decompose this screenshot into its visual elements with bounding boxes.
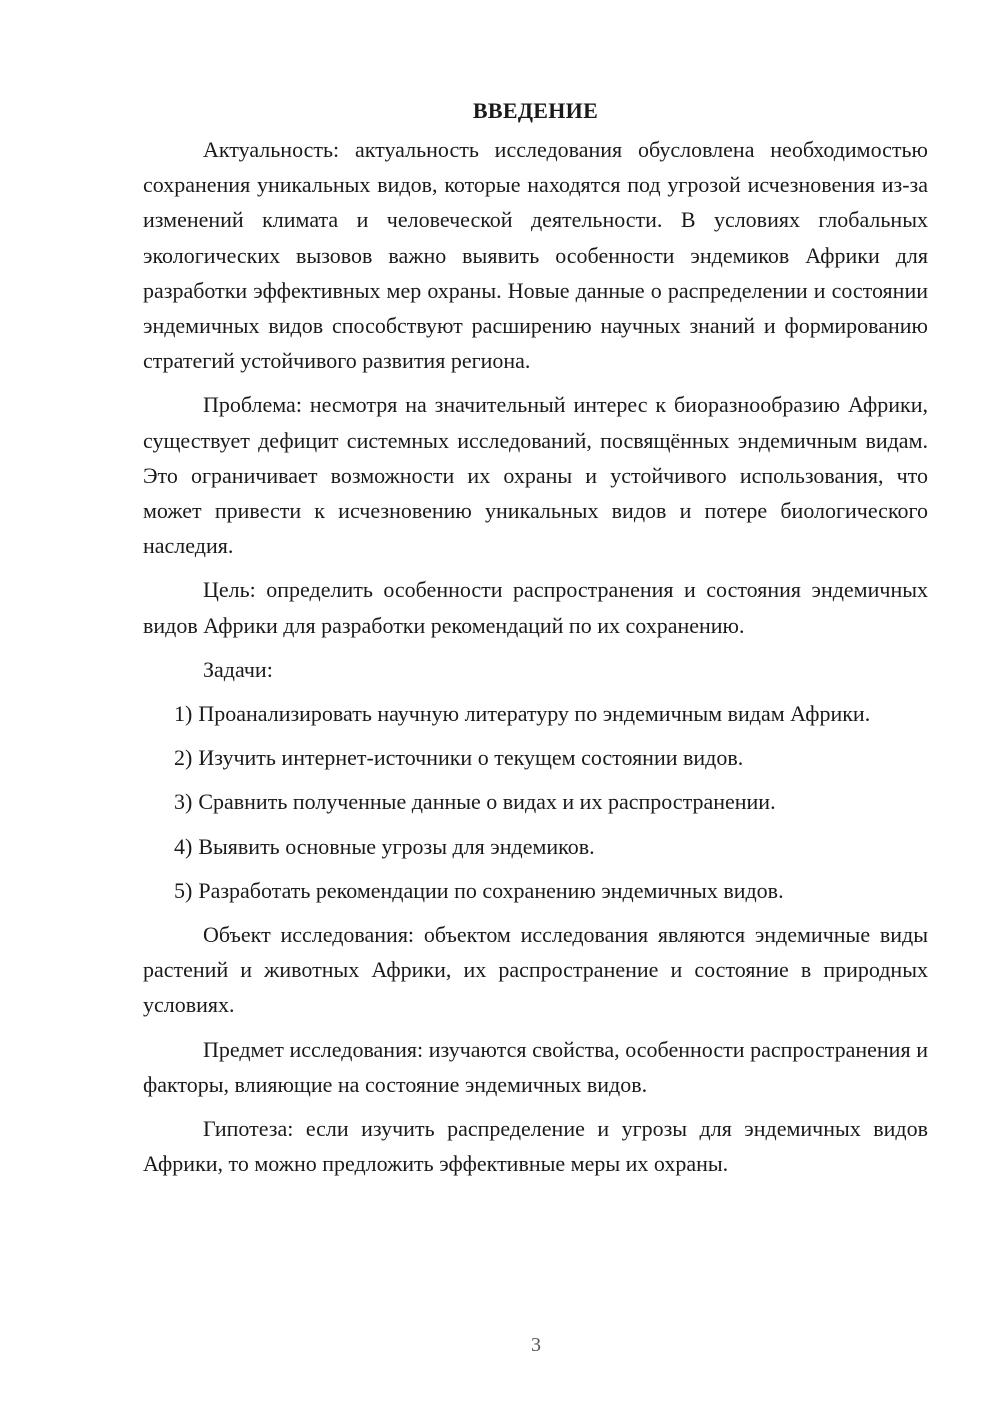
task-text: Разработать рекомендации по сохранению эндемичных видов. [198, 877, 784, 903]
task-number: 1) [174, 701, 193, 727]
paragraph-object: Объект исследования: объектом исследования являются эндемичные виды растений и животных Африки, их распространение и состояние в природных условиях. [143, 922, 928, 1018]
document-page [143, 96, 928, 1190]
task-number: 2) [174, 745, 193, 771]
task-text: Проанализировать научную литературу по эндемичным видам Африки. [198, 701, 871, 727]
task-item [143, 829, 928, 864]
paragraph-hypothesis: Гипотеза: если изучить распределение и угрозы для эндемичных видов Африки, то можно предложить эффективные меры их охраны. [143, 1116, 928, 1177]
task-number: 3) [174, 789, 193, 815]
tasks-label: Задачи: [203, 656, 273, 682]
paragraph-relevance: Актуальность: актуальность исследования обусловлена необходимостью сохранения уникальных видов, которые находятся под угрозой исчезновения из-за изменений климата и человеческой деятельности. В условиях глобальных экологических вызовов важно выявить особенности эндемиков Африки для разработки эффективных мер охраны. Новые данные о распределении и состоянии эндемичных видов способствуют расширению научных знаний и формированию стратегий устойчивого развития региона. [143, 137, 928, 374]
page-number: 3 [531, 1334, 541, 1356]
section-title: ВВЕДЕНИЕ [472, 98, 599, 123]
task-text: Изучить интернет-источники о текущем состоянии видов. [198, 745, 744, 771]
paragraph-goal: Цель: определить особенности распространения и состояния эндемичных видов Африки для разработки рекомендаций по их сохранению. [143, 577, 928, 638]
task-item [143, 784, 928, 819]
task-item [143, 740, 928, 775]
task-item [143, 696, 928, 731]
task-text: Сравнить полученные данные о видах и их распространении. [198, 789, 776, 815]
paragraph-subject: Предмет исследования: изучаются свойства, особенности распространения и факторы, влияющие на состояние эндемичных видов. [143, 1036, 928, 1097]
task-number: 5) [174, 877, 193, 903]
task-item [143, 873, 928, 908]
paragraph-problem: Проблема: несмотря на значительный интерес к биоразнообразию Африки, существует дефицит системных исследований, посвящённых эндемичным видам. Это ограничивает возможности их охраны и устойчивого использования, что может привести к исчезновению уникальных видов и потере биологического наследия. [143, 392, 928, 559]
task-text: Выявить основные угрозы для эндемиков. [198, 833, 595, 859]
task-number: 4) [174, 833, 193, 859]
